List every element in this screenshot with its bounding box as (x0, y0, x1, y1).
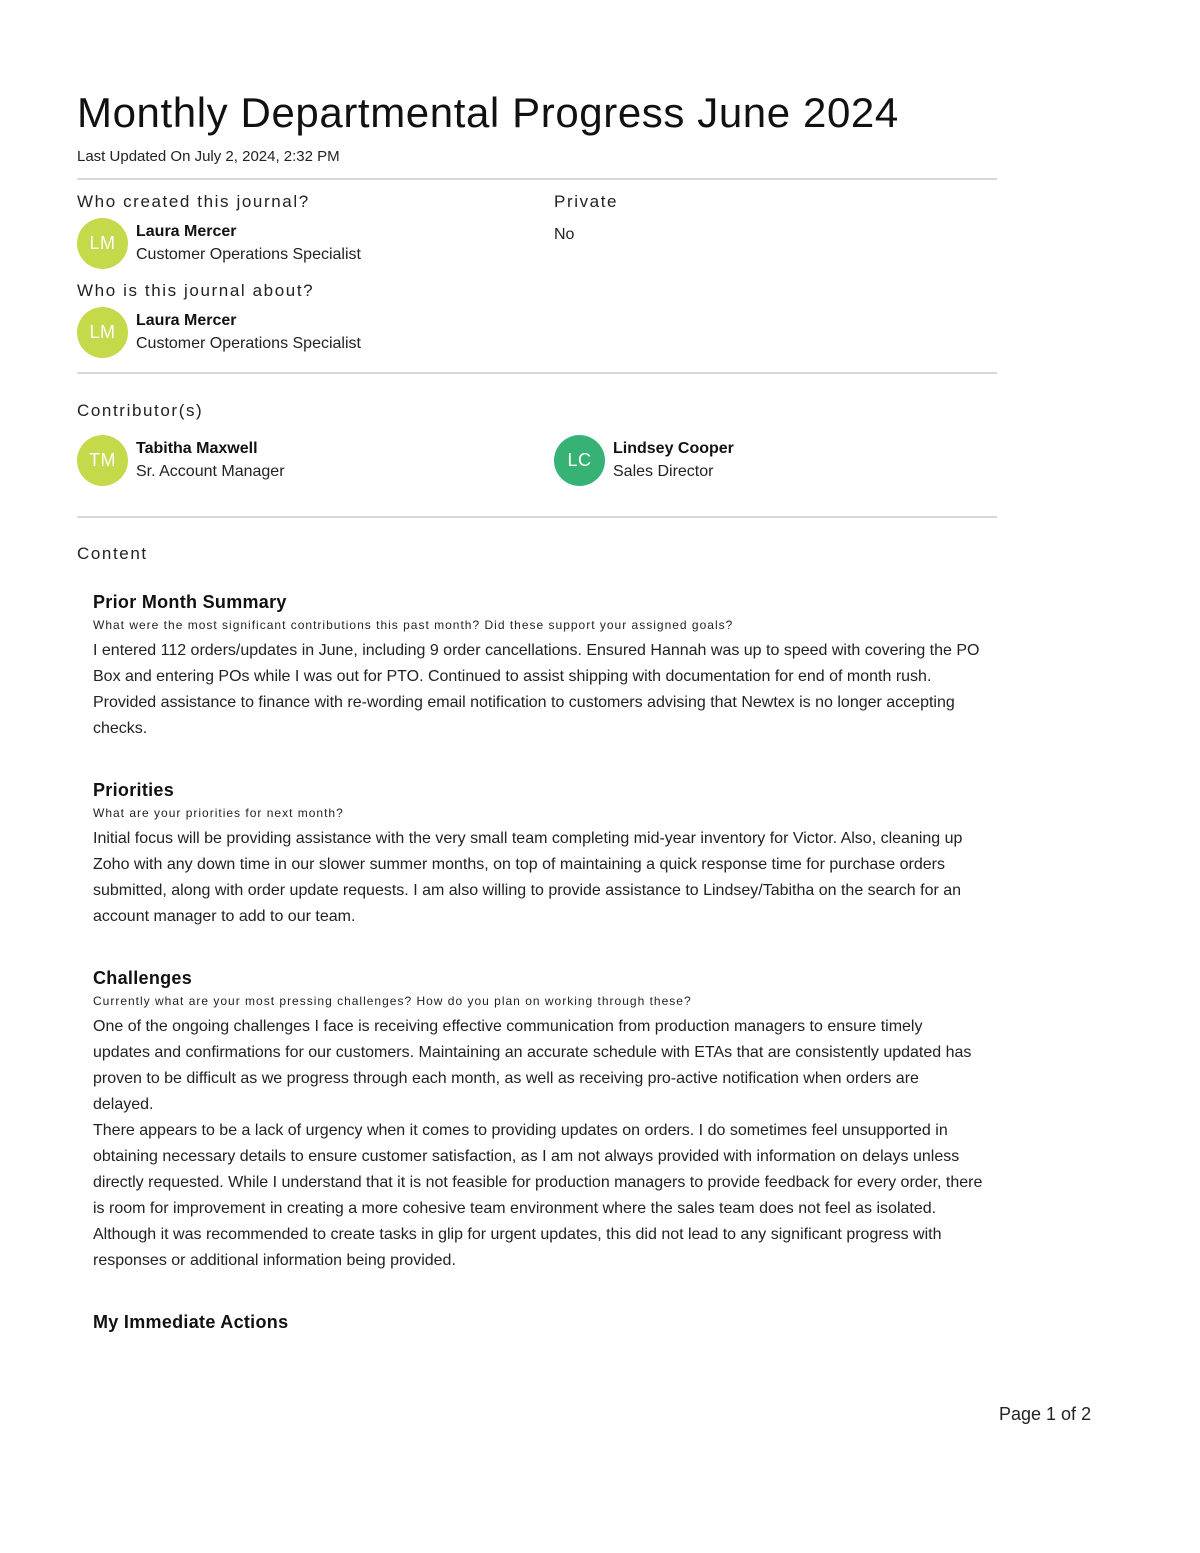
contributor-column (554, 429, 997, 486)
divider (77, 372, 997, 374)
avatar: LM (77, 218, 128, 269)
person-role: Sr. Account Manager (136, 462, 285, 480)
block-title: My Immediate Actions (93, 1312, 289, 1332)
contributors-list (77, 429, 997, 486)
answer-paragraph: Initial focus will be providing assistance with the very small team completing mid-year inventory for Victor. Also, cleaning up Zoho with any down time in our slower summer months, on top of maintaining a quick response time for purchase orders submitted, along with order update requests. I am also willing to provide assistance to Lindsey/Tabitha on the search for an account manager to add to our team. (93, 830, 963, 925)
content-blocks (77, 592, 997, 1333)
contributor-person (77, 435, 554, 486)
block-title: Prior Month Summary (93, 592, 287, 612)
person-details (136, 310, 361, 356)
content-section (77, 544, 997, 1333)
divider (77, 178, 997, 180)
person-name: Laura Mercer (136, 311, 237, 329)
person-role: Customer Operations Specialist (136, 245, 361, 263)
person-role: Sales Director (613, 462, 714, 480)
creator-column (77, 192, 554, 269)
avatar: TM (77, 435, 128, 486)
creator-person (77, 218, 554, 269)
person-details (613, 438, 734, 484)
answer-paragraph: I entered 112 orders/updates in June, including 9 order cancellations. Ensured Hannah was up to speed with covering the PO Box and entering POs while I was out for PTO. Continued to assist shipping with documentation for end of month rush. Provided assistance to finance with re-wording email notification to customers advising that Newtex is no longer accepting checks. (93, 642, 980, 737)
about-section (77, 281, 997, 358)
person-name: Lindsey Cooper (613, 439, 734, 457)
contributors-label: Contributor(s) (77, 401, 204, 420)
divider (77, 516, 997, 518)
contributor-person (554, 435, 997, 486)
person-role: Customer Operations Specialist (136, 334, 361, 352)
content-label: Content (77, 544, 148, 563)
journal-meta (77, 192, 997, 269)
block-title: Challenges (93, 968, 193, 988)
avatar: LC (554, 435, 605, 486)
block-answer (93, 826, 983, 930)
private-label: Private (554, 192, 619, 211)
block-question: What were the most significant contributions this past month? Did these support your assigned goals? (93, 618, 734, 632)
answer-paragraph: One of the ongoing challenges I face is receiving effective communication from production managers to ensure timely updates and confirmations for our customers. Maintaining an accurate schedule with ETAs that are consistently updated has proven to be difficult as we progress through each month, as well as receiving pro-active notification when orders are delayed. (93, 1018, 972, 1113)
answer-paragraph: There appears to be a lack of urgency when it comes to providing updates on orders. I do sometimes feel unsupported in obtaining necessary details to ensure customer satisfaction, as I am not always provided with information on delays unless directly requested. While I understand that it is not feasible for production managers to provide feedback for every order, there is room for improvement in creating a more cohesive team environment where the sales team does not feel as isolated. (93, 1122, 983, 1217)
block-answer (93, 1014, 983, 1274)
block-answer (93, 638, 983, 742)
page-number: Page 1 of 2 (999, 1404, 1092, 1424)
person-details (136, 438, 285, 484)
block-question: What are your priorities for next month? (93, 806, 344, 820)
content-block (93, 780, 997, 930)
avatar: LM (77, 307, 128, 358)
content-block (93, 592, 997, 742)
contributors-section (77, 401, 997, 486)
person-name: Laura Mercer (136, 222, 237, 240)
person-name: Tabitha Maxwell (136, 439, 258, 457)
about-person (77, 307, 997, 358)
answer-paragraph: Although it was recommended to create tasks in glip for urgent updates, this did not lead to any significant progress with responses or additional information being provided. (93, 1226, 942, 1269)
content-block (93, 1312, 997, 1333)
private-column (554, 192, 997, 269)
block-question: Currently what are your most pressing challenges? How do you plan on working through these? (93, 994, 692, 1008)
created-by-label: Who created this journal? (77, 192, 310, 211)
journal-page (77, 88, 997, 1333)
person-details (136, 221, 361, 267)
content-block (93, 968, 997, 1274)
contributor-column (77, 429, 554, 486)
block-title: Priorities (93, 780, 175, 800)
last-updated: Last Updated On July 2, 2024, 2:32 PM (77, 148, 340, 165)
about-label: Who is this journal about? (77, 281, 315, 300)
page-title: Monthly Departmental Progress June 2024 (77, 89, 899, 136)
private-value: No (554, 226, 575, 243)
